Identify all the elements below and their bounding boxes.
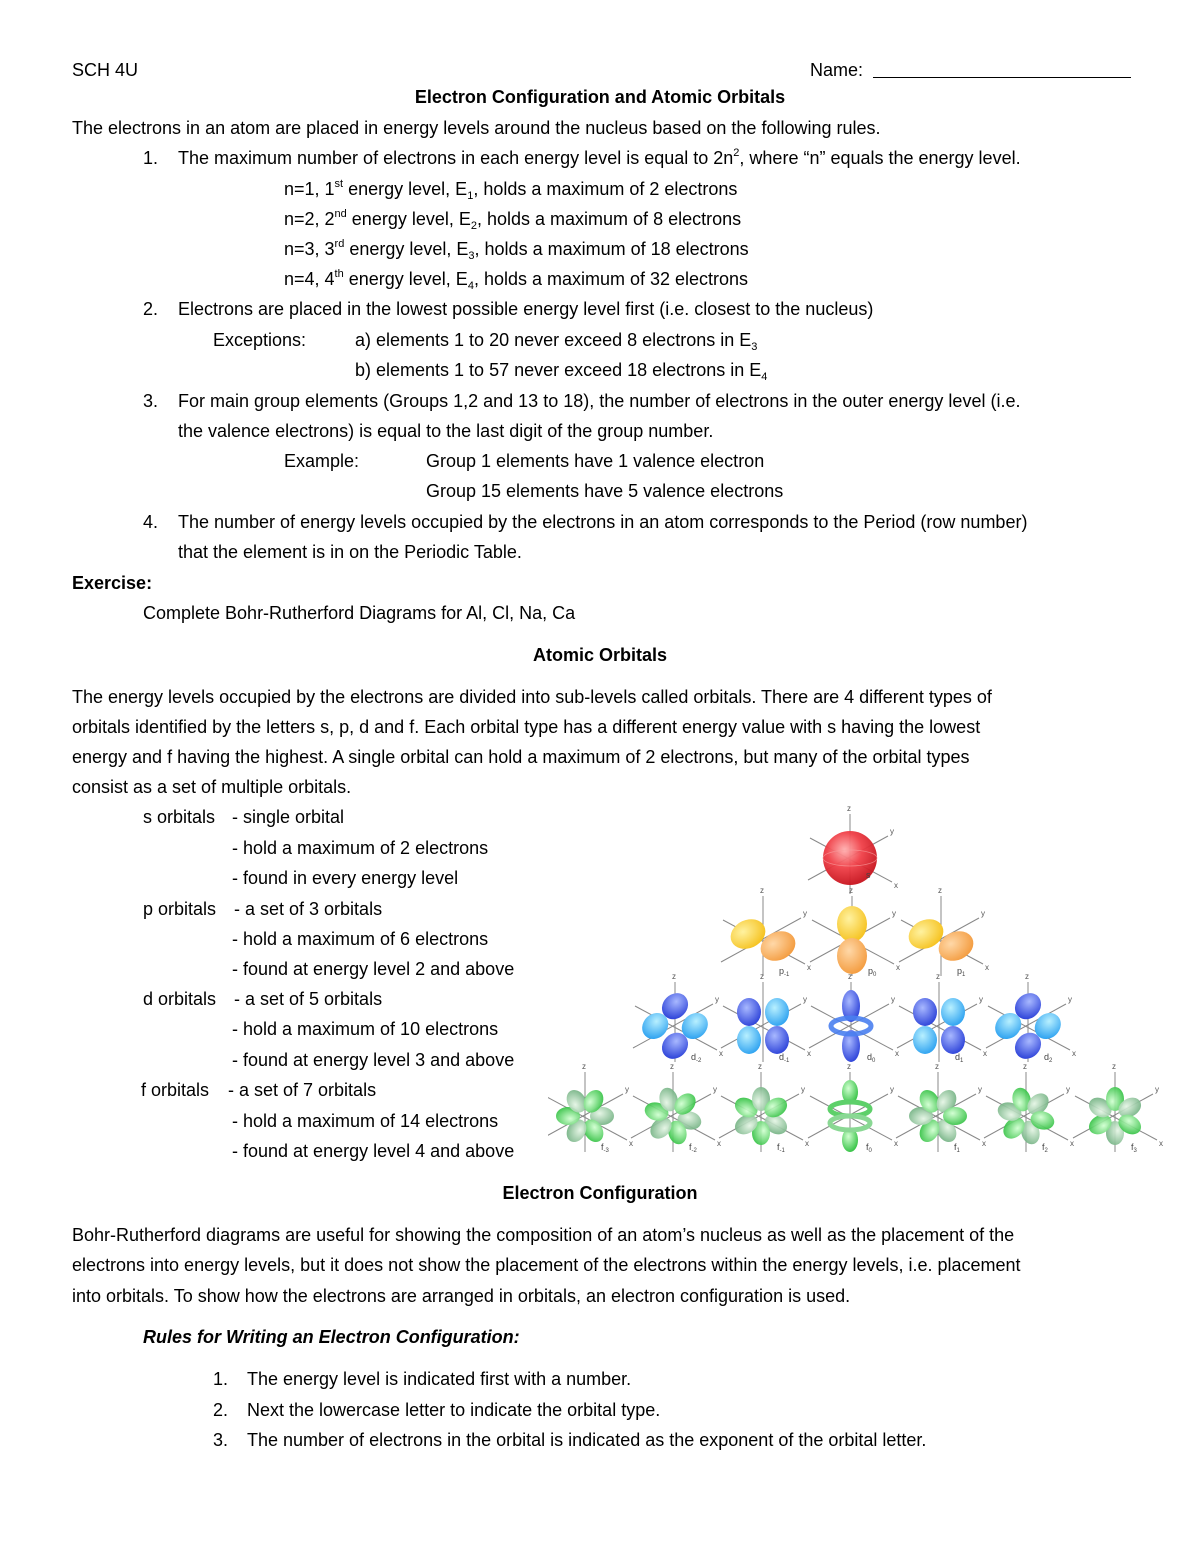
svg-text:x: x [719,1049,723,1058]
s-orbitals-label: s orbitals [143,807,216,827]
rules-heading: Rules for Writing an Electron Configuration: [143,1327,520,1347]
exercise-label: Exercise: [72,573,153,593]
p-orbital-shape [899,886,989,978]
config-rule-2-number: 2. [213,1400,229,1420]
svg-text:z: z [758,1062,762,1071]
orbitals-para-line3: energy and f having the highest. A single orbital can hold a maximum of 2 electrons, but many of the orbital types [72,747,970,767]
svg-text:z: z [938,886,942,895]
svg-text:d0: $d_0$ [867,1052,876,1064]
energy-level-4: n=4, 4th energy level, $E_4$, holds a maximum of 32 electrons [284,268,749,292]
svg-text:z: z [760,972,764,981]
d-orbitals-desc-1: - a set of 5 orbitals [234,989,383,1009]
svg-text:f-2: $f_{-2}$ [689,1142,697,1154]
orbitals-para-line2: orbitals identified by the letters s, p, d and f. Each orbital type has a different energy value with s having the lowest [72,717,981,737]
svg-text:y: y [891,995,895,1004]
svg-text:p0: $p_0$ [868,966,877,978]
p-orbital-shape [810,886,900,978]
energy-level-2: n=2, 2nd energy level, $E_2$, holds a maximum of 8 electrons [284,208,742,232]
d-orbital-shape [986,972,1076,1064]
svg-text:y: y [625,1085,629,1094]
example-2: Group 15 elements have 5 valence electrons [426,481,784,501]
svg-text:f-3: $f_{-3}$ [601,1142,609,1154]
svg-text:x: x [717,1139,721,1148]
svg-text:p1: $p_1$ [957,966,966,978]
d-orbital-shape [721,972,811,1064]
svg-text:x: x [894,1139,898,1148]
f-orbital-shape [719,1062,809,1154]
p-orbitals-desc-3: - found at energy level 2 and above [232,959,515,979]
config-rule-2: Next the lowercase letter to indicate the orbital type. [247,1400,661,1420]
f-orbitals-desc-3: - found at energy level 4 and above [232,1141,515,1161]
config-rule-1-number: 1. [213,1369,229,1389]
svg-text:d2: $d_2$ [1044,1052,1053,1064]
f-orbital-shape [631,1062,721,1154]
s-orbitals-desc-2: - hold a maximum of 2 electrons [232,838,489,858]
svg-text:d-2: $d_{-2}$ [691,1052,702,1064]
svg-text:y: y [715,995,719,1004]
svg-text:s: s [866,870,871,880]
course-code: SCH 4U [72,60,139,80]
example-label: Example: [284,451,360,471]
rule2-number: 2. [143,299,159,319]
svg-text:x: x [807,1049,811,1058]
orbitals-para-line1: The energy levels occupied by the electrons are divided into sub-levels called orbitals. There are 4 different types of [72,687,992,707]
svg-text:p-1: $p_{-1}$ [779,966,790,978]
svg-text:f0: $f_0$ [866,1142,872,1154]
rule3-line2: the valence electrons) is equal to the last digit of the group number. [178,421,714,441]
exercise-text: Complete Bohr-Rutherford Diagrams for Al, Cl, Na, Ca [143,603,576,623]
rule4-line2: that the element is in on the Periodic Table. [178,542,522,562]
svg-text:y: y [1155,1085,1159,1094]
svg-text:x: x [1159,1139,1163,1148]
f-orbitals-label: f orbitals [141,1080,210,1100]
config-para-line2: electrons into energy levels, but it does not show the placement of the electrons within the energy levels, i.e. placement [72,1255,1021,1275]
p-orbitals-desc-2: - hold a maximum of 6 electrons [232,929,489,949]
rule4-number: 4. [143,512,159,532]
svg-text:x: x [629,1139,633,1148]
s-orbitals-desc-3: - found in every energy level [232,868,459,888]
svg-text:y: y [890,827,894,836]
svg-text:y: y [801,1085,805,1094]
svg-text:z: z [849,886,853,895]
rule1-text: The maximum number of electrons in each energy level is equal to $2n^2$, where “n” equals the energy level. [178,147,1021,168]
electron-configuration-heading: Electron Configuration [502,1183,698,1203]
p-orbitals-desc-1: - a set of 3 orbitals [234,899,383,919]
d-orbitals-label: d orbitals [143,989,217,1009]
svg-text:y: y [978,1085,982,1094]
svg-text:d-1: $d_{-1}$ [779,1052,790,1064]
svg-text:x: x [982,1139,986,1148]
rule3-line1: For main group elements (Groups 1,2 and 13 to 18), the number of electrons in the outer energy level (i.e. [178,391,1021,411]
svg-text:f1: $f_1$ [954,1142,960,1154]
f-orbital-shape [984,1062,1074,1154]
svg-text:z: z [760,886,764,895]
svg-text:z: z [847,804,851,813]
svg-text:z: z [936,972,940,981]
svg-text:y: y [892,909,896,918]
svg-text:y: y [803,909,807,918]
d-orbital-shape [809,972,899,1064]
s-orbitals-desc-1: - single orbital [232,807,345,827]
f-orbitals-desc-2: - hold a maximum of 14 electrons [232,1111,499,1131]
svg-text:f2: $f_2$ [1042,1142,1048,1154]
f-orbital-shape [896,1062,986,1154]
svg-text:y: y [713,1085,717,1094]
config-para-line1: Bohr-Rutherford diagrams are useful for showing the composition of an atom’s nucleus as well as the placement of the [72,1225,1015,1245]
svg-text:x: x [805,1139,809,1148]
f-orbital-shape [548,1062,633,1154]
rule2-text: Electrons are placed in the lowest possible energy level first (i.e. closest to the nucleus) [178,299,874,319]
svg-text:f3: $f_3$ [1131,1142,1137,1154]
d-orbitals-desc-3: - found at energy level 3 and above [232,1050,515,1070]
svg-text:z: z [1112,1062,1116,1071]
name-label: Name: [810,60,864,80]
svg-text:x: x [1072,1049,1076,1058]
svg-text:f-1: $f_{-1}$ [777,1142,785,1154]
svg-text:z: z [1025,972,1029,981]
svg-text:x: x [894,881,898,890]
f-orbitals-desc-1: - a set of 7 orbitals [228,1080,377,1100]
svg-text:x: x [896,963,900,972]
svg-text:y: y [981,909,985,918]
svg-text:x: x [807,963,811,972]
d-orbital-shape [897,972,987,1064]
rule3-number: 3. [143,391,159,411]
svg-text:y: y [803,995,807,1004]
intro-text: The electrons in an atom are placed in energy levels around the nucleus based on the following rules. [72,118,881,138]
svg-text:y: y [890,1085,894,1094]
f-orbital-shape [1073,1062,1163,1154]
svg-text:z: z [847,1062,851,1071]
atomic-orbitals-heading: Atomic Orbitals [532,645,668,665]
d-orbital-shape [633,972,723,1064]
svg-text:y: y [979,995,983,1004]
example-1: Group 1 elements have 1 valence electron [426,451,765,471]
config-rule-1: The energy level is indicated first with a number. [247,1369,632,1389]
d-orbitals-desc-2: - hold a maximum of 10 electrons [232,1019,499,1039]
svg-text:z: z [848,972,852,981]
svg-text:d1: $d_1$ [955,1052,964,1064]
p-orbital-shape [721,886,811,978]
f-orbital-shape [808,1062,898,1154]
svg-text:x: x [1070,1139,1074,1148]
s-orbital-shape [808,804,898,894]
svg-text:x: x [985,963,989,972]
exception-b: b) elements 1 to 57 never exceed 18 electrons in $E_4$ [355,360,768,383]
svg-text:z: z [670,1062,674,1071]
svg-text:z: z [935,1062,939,1071]
config-para-line3: into orbitals. To show how the electrons are arranged in orbitals, an electron configuration is used. [72,1286,851,1306]
config-rule-3-number: 3. [213,1430,229,1450]
svg-text:y: y [1068,995,1072,1004]
svg-text:y: y [1066,1085,1070,1094]
orbital-shapes-figure [548,800,1178,1172]
svg-text:z: z [582,1062,586,1071]
svg-text:z: z [672,972,676,981]
p-orbitals-label: p orbitals [143,899,217,919]
svg-text:z: z [1023,1062,1027,1071]
rule1-number: 1. [143,148,159,168]
exception-a: a) elements 1 to 20 never exceed 8 electrons in $E_3$ [355,330,758,353]
rule4-line1: The number of energy levels occupied by the electrons in an atom corresponds to the Period (row number) [178,512,1028,532]
exceptions-label: Exceptions: [213,330,307,350]
page-title: Electron Configuration and Atomic Orbitals [414,87,786,107]
svg-text:x: x [895,1049,899,1058]
energy-level-1: n=1, 1st energy level, $E_1$, holds a maximum of 2 electrons [284,178,738,202]
name-blank-line[interactable] [873,77,1131,78]
config-rule-3: The number of electrons in the orbital is indicated as the exponent of the orbital letter. [247,1430,927,1450]
energy-level-3: n=3, 3rd energy level, $E_3$, holds a maximum of 18 electrons [284,238,749,262]
svg-text:x: x [983,1049,987,1058]
orbitals-para-line4: consist as a set of multiple orbitals. [72,777,352,797]
